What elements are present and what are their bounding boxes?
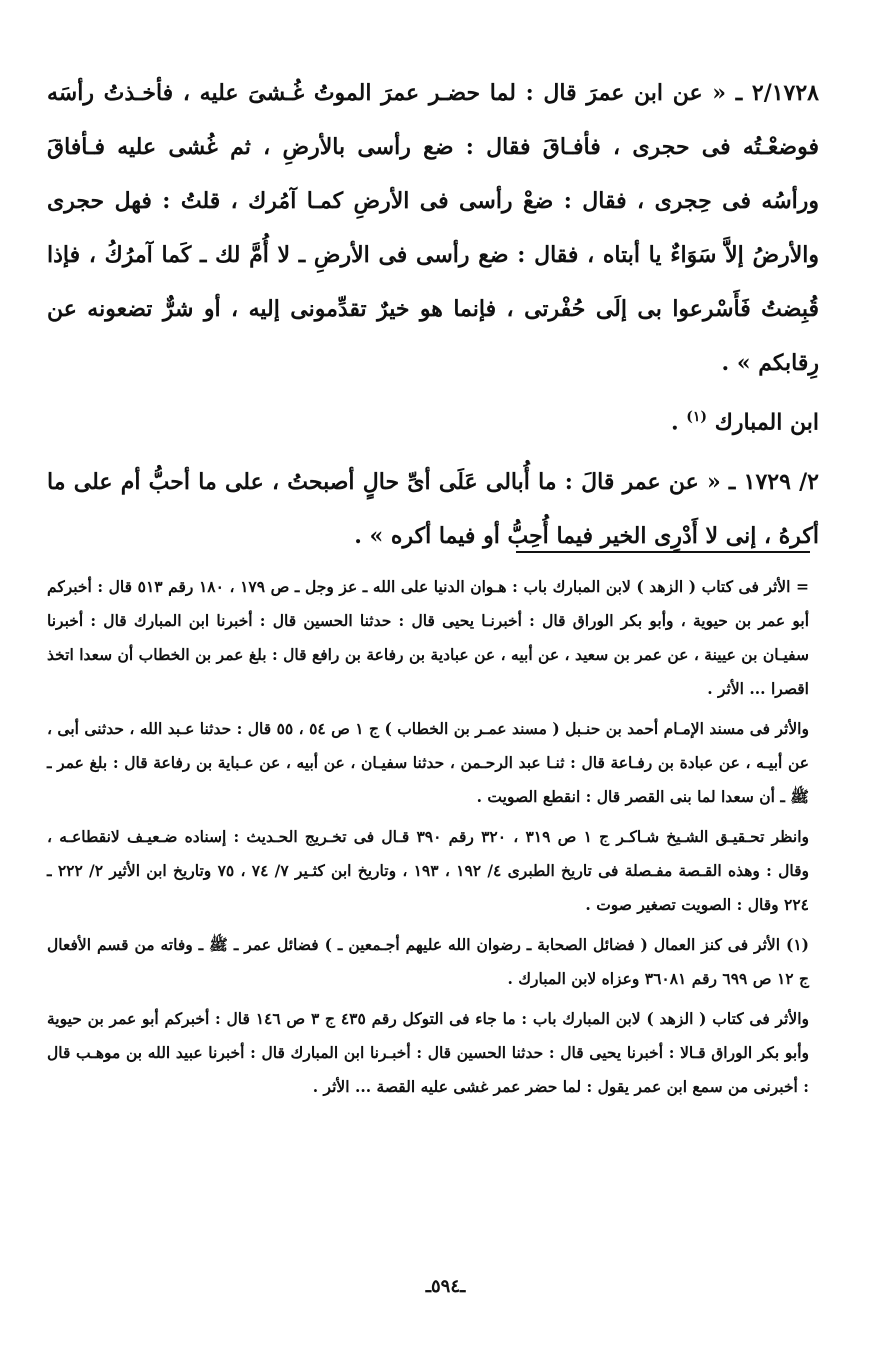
footnote-continued-3: وانظر تحـقيـق الشـيخ شـاكـر ج ١ ص ٣١٩ ، ٣٢٠ رقم ٣٩٠ قـال فى تخـريج الحـديث : إسناده ضـعيـف لانقطاعـه ، وقال : وهذه القـصة مفـصلة فى تاريخ الطبرى ٤/ ١٩٢ ، ١٩٣ ، وتاريخ ابن كثـير ٧/ ٧٤ ، ٧٥ وتاريخ ابن الأثير ٢/ ٢٢٢ ـ ٢٢٤ وقال : الصويت تصغير صوت . bbox=[47, 827, 810, 914]
footnote-1-a: (١) الأثر فى كنز العمال ( فضائل الصحابة ـ رضوان الله عليهم أجـمعين ـ ) فضائل عمر ـ ﷺ ـ وفاته من قسم الأفعال ج ١٢ ص ٦٩٩ رقم ٣٦٠٨١ وعزاه لابن المبارك . bbox=[47, 935, 809, 988]
hadith-1728-citation: ابن المبارك $^{(١)}$ . bbox=[670, 409, 819, 436]
footnotes bbox=[47, 570, 809, 1110]
hadith-1729: ٢/ ١٧٢٩ ـ « عن عمر قالَ : ما أُبالى عَلَى أىِّ حالٍ أصبحتُ ، على ما أحبُّ أم على ما أكرهُ ، إنى لا أَدْرِى الخير فيما أُحِبُّ أو فيما أكره » . bbox=[47, 469, 819, 550]
page-number: ـ٥٩٤ـ bbox=[425, 1276, 466, 1297]
citation-source: ابن المبارك bbox=[714, 409, 819, 436]
footnote-marker: (١) bbox=[686, 409, 708, 425]
footnote-continued-1: = الأثر فى كتاب ( الزهد ) لابن المبارك باب : هـوان الدنيا على الله ـ عز وجل ـ ص ١٧٩ ، ١٨٠ رقم ٥١٣ قال : أخبركم أبو عمر بن حيوية ، وأبو بكر الوراق قال : أخبرنـا يحيى قال : حدثنا الحسين قال : أخبرنا ابن المبارك قال : أخبرنا سفيـان بن عيينة ، عن عمر بن سعيد ، عن أبيه ، عن عبادية بن رفاعة بن رافع قال : بلغ عمر بن الخطاب أن سعدا اتخذ اقصرا ... الأثر . bbox=[47, 577, 810, 698]
footnote-divider bbox=[516, 551, 810, 553]
hadith-1728: ٢/١٧٢٨ ـ « عن ابن عمرَ قال : لما حضـر عمرَ الموتُ غُـشىَ عليه ، فأخـذتُ رأسَه فوضعْـتُه فى حجرى ، فأفـاقَ فقال : ضع رأسى بالأرضِ ، ثم غُشى عليه فـأفاقَ ورأسُه فى حِجرى ، فقال : ضعْ رأسى فى الأرضِ كمـا آمُرك ، قلتُ : فهل حجرى والأرضُ إلاَّ سَوَاءٌ يا أبتاه ، فقال : ضع رأسى فى الأرضِ ـ لا أُمَّ لك ـ كَما آمرُكُ ، فإذا قُبِضتُ فَأَسْرعوا بى إلَى حُفْرتى ، فإنما هو خيرٌ تقدِّمونى إليه ، أو شرٌّ تضعونه عن رِقابكم » . bbox=[47, 80, 819, 376]
main-text bbox=[47, 66, 819, 563]
footnote-1-b: والأثر فى كتاب ( الزهد ) لابن المبارك باب : ما جاء فى التوكل رقم ٤٣٥ ج ٣ ص ١٤٦ قال : أخبركم أبو عمر بن حيوية وأبو بكر الوراق قـالا : أخبرنا يحيى قال : حدثنا الحسين قال : أخبـرنا ابن المبارك قال : أخبرنا عبيد الله بن موهـب قال : أخبرنى من سمع ابن عمر يقول : لما حضر عمر غشى عليه القصة ... الأثر . bbox=[47, 1009, 809, 1096]
footnote-continued-2: والأثر فى مسند الإمـام أحمد بن حنـبل ( مسند عمـر بن الخطاب ) ج ١ ص ٥٤ ، ٥٥ قال : حدثنا عـبد الله ، حدثنى أبى ، عن أبيـه ، عن عبادة بن رفـاعة قال : ثنـا عبد الرحـمن ، حدثنا سفيـان ، عن أبيه ، عن عـباية بن رفاعة قال : بلغ عمر ـ ﷺ ـ أن سعدا لما بنى القصر قال : انقطع الصويت . bbox=[47, 719, 809, 806]
